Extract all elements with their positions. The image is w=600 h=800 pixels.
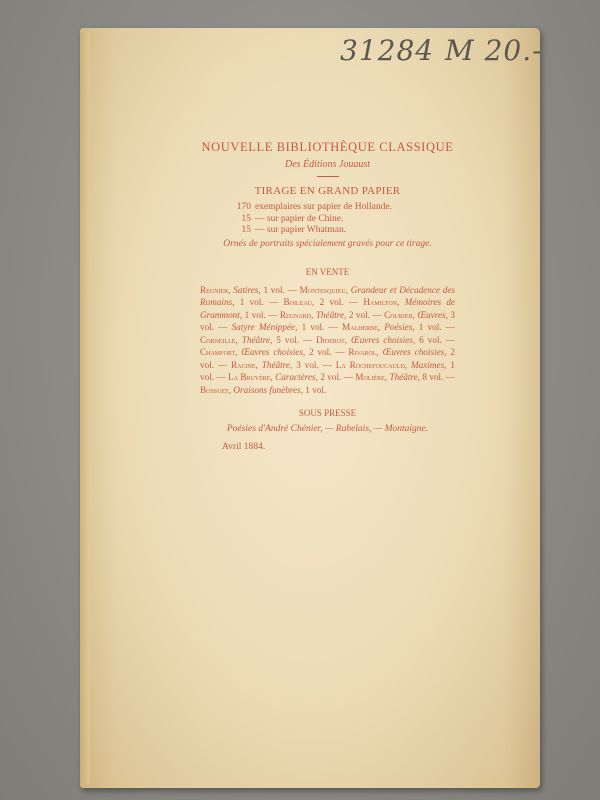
copies-count: 15 (241, 225, 251, 235)
entry-author: La Bruyère, (228, 372, 276, 382)
entry-volumes: 1 vol. — (263, 284, 300, 295)
en-vente-heading: EN VENTE (305, 266, 350, 277)
catalogue-entry (200, 285, 300, 295)
entry-title: Œuvres choisies, (351, 334, 420, 345)
entry-volumes: 1 vol. — (418, 322, 455, 332)
entry-volumes: 1 vol. — (200, 359, 455, 382)
entry-title: Satires, (233, 284, 264, 295)
entry-title: Théâtre, (389, 372, 423, 382)
publisher-subtitle: Des Éditions Jouaust (285, 159, 370, 170)
entry-author: Chamfort, (200, 347, 242, 357)
copies-description: — sur papier de Chine. (255, 213, 344, 224)
catalogue-entry (280, 310, 384, 320)
entry-author: Malherbe, (341, 322, 385, 332)
entry-volumes: 1 vol. (305, 384, 327, 395)
copies-row (200, 214, 455, 226)
entry-author: Molière, (355, 372, 390, 382)
copies-description: exemplaires sur papier de Hollande. (255, 202, 392, 212)
en-vente-list (200, 284, 455, 397)
entry-title: Satyre Ménippée, (231, 322, 302, 332)
publication-date: Avril 1884. (222, 442, 266, 452)
catalogue-entry (342, 322, 455, 332)
entry-volumes: 2 vol. — (200, 347, 455, 370)
copies-count: 170 (236, 202, 251, 212)
portraits-note: Ornés de portraits spécialement gravés pour ce tirage. (223, 238, 432, 249)
catalogue-entry (231, 360, 336, 370)
entry-author: Courier, (384, 309, 418, 320)
cover-left-edge (80, 32, 90, 784)
entry-volumes: 8 vol. — (422, 372, 455, 382)
entry-volumes: 2 vol. — (319, 297, 364, 307)
copies-list (200, 202, 455, 237)
entry-title: Caractères, (275, 372, 321, 382)
copies-row (200, 225, 455, 237)
cover-text-block (200, 140, 455, 452)
entry-volumes: 2 vol. — (348, 309, 385, 320)
entry-volumes: 5 vol. — (276, 334, 317, 345)
entry-author: La Rochefoucauld, (335, 359, 412, 370)
entry-author: Boileau, (283, 297, 320, 307)
entry-title: Œuvres choisies, (382, 347, 451, 357)
entry-title: Oraisons funèbres, (233, 384, 306, 395)
catalogue-entry (316, 335, 455, 345)
entry-author: Regnard, (279, 309, 316, 320)
entry-volumes: 3 vol. — (296, 359, 336, 370)
catalogue-entry (200, 385, 326, 395)
entry-volumes: 1 vol. — (239, 297, 284, 307)
entry-title: Poésies, (384, 322, 419, 332)
handwritten-price: M 20.- (445, 34, 543, 67)
catalogue-entry (200, 335, 316, 345)
entry-author: Bossuet, (200, 384, 234, 395)
catalogue-entry (228, 372, 355, 382)
handwritten-inventory-number: 31284 (340, 34, 435, 67)
entry-author: Hamilton, (363, 297, 405, 307)
sous-presse-heading: SOUS PRESSE (298, 408, 357, 418)
entry-volumes: 1 vol. — (301, 322, 342, 332)
entry-title: Maximes, (411, 359, 451, 370)
entry-volumes: 2 vol. — (320, 372, 356, 382)
catalogue-entry (232, 322, 342, 332)
entry-author: Montesquieu, (299, 284, 351, 295)
entry-author: Regnier, (200, 284, 234, 295)
entry-title: Théâtre, (261, 359, 297, 370)
divider (317, 176, 339, 177)
entry-author: Corneille, (200, 334, 242, 345)
entry-title: Œuvres, (417, 309, 451, 320)
entry-title: Théâtre, (315, 309, 349, 320)
sous-presse-line: Poésies d'André Chénier, — Rabelais, — Montaigne. (226, 424, 429, 434)
catalogue-entry (355, 372, 455, 382)
entry-volumes: 2 vol. — (309, 347, 349, 357)
entry-title: Grandeur et Décadence des Romains, (200, 284, 456, 307)
tirage-heading: TIRAGE EN GRAND PAPIER (254, 185, 401, 197)
collection-title: NOUVELLE BIBLIOTHÈQUE CLASSIQUE (201, 140, 454, 154)
copies-row (200, 202, 455, 214)
entry-author: Diderot, (316, 334, 352, 345)
entry-volumes: 6 vol. — (419, 334, 455, 345)
entry-title: Œuvres choisies, (241, 347, 310, 357)
catalogue-entry (284, 297, 364, 307)
entry-title: Mémoires de Grammont, (200, 297, 456, 320)
entry-author: Rivarol, (348, 347, 383, 357)
copies-count: 15 (241, 213, 251, 224)
entry-volumes: 1 vol. — (244, 309, 280, 320)
copies-description: — sur papier Whatman. (255, 225, 347, 235)
entry-volumes: 3 vol. — (200, 309, 455, 332)
entry-author: Racine, (231, 359, 262, 370)
entry-title: Théâtre, (241, 334, 277, 345)
catalogue-entry (200, 347, 348, 357)
